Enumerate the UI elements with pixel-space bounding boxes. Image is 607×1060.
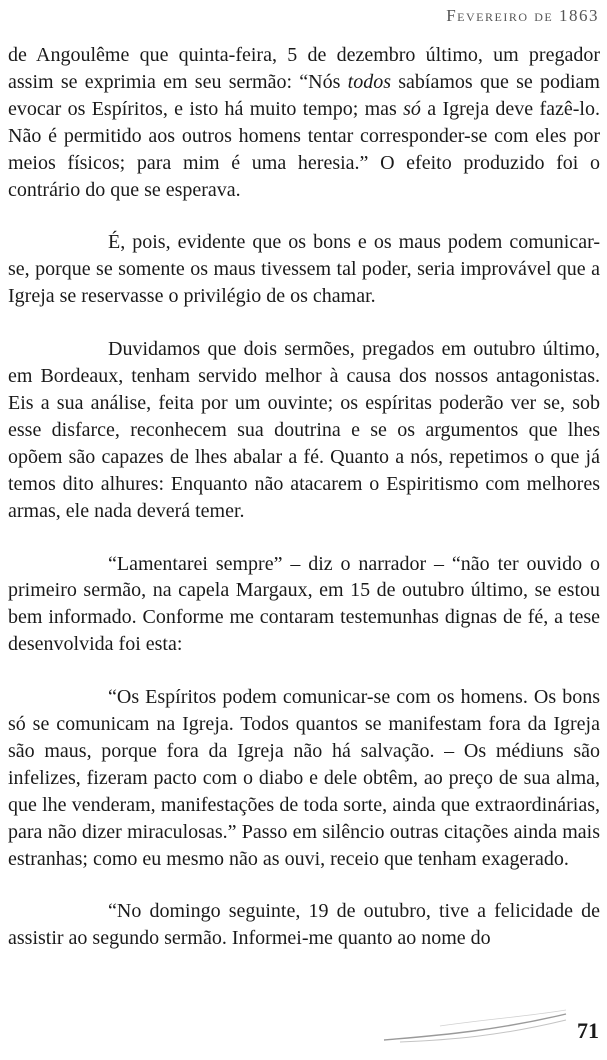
page-number: 71 (577, 1018, 599, 1043)
text-segment: sabíamos que se podiam evocar os Espíritos, e isto há muito tempo; mas (8, 70, 600, 120)
paragraph: É, pois, evidente que os bons e os maus podem comunicar-se, porque se somente os maus tivessem tal poder, seria improvável que a Igreja se reservasse o privilégio de os chamar. (8, 231, 600, 308)
paragraph: “Os Espíritos podem comunicar-se com os homens. Os bons só se comunicam na Igreja. Todos quantos se manifestam fora da Igreja são maus, porque fora da Igreja não há salvação. – Os médiuns são infelizes, fizeram pacto com o diabo e dele obtêm, ao preço de sua alma, que lhe venderam, manifestações de toda sorte, ainda que extraordinárias, para não dizer miraculosas.” Passo em silêncio outras citações ainda mais estranhas; como eu mesmo não as ouvi, receio que tenham exagerado. (8, 686, 600, 870)
text-segment: de Angoulême que quinta-feira, 5 de dezembro último, um pregador assim se exprimia em seu sermão: “Nós (8, 44, 600, 93)
paragraph: Duvidamos que dois sermões, pregados em outubro último, em Bordeaux, tenham servido melhor à causa dos nossos antagonistas. Eis a sua análise, feita por um ouvinte; os espíritas poderão ver se, sob esse disfarce, reconhecem sua doutrina e se os argumentos que lhes opõem são capazes de lhes abalar a fé. Quanto a nós, repetimos o que já temos dito alhures: Enquanto não atacarem o Espiritismo com melhores armas, ele nada deverá temer. (8, 338, 600, 522)
emphasis-so: só (403, 97, 421, 120)
text-segment: a Igreja deve fazê-lo. Não é permitido aos outros homens tentar corresponder-se com eles por meios físicos; para mim é uma heresia.” O efeito produzido foi o contrário do que se esperava. (8, 97, 600, 201)
emphasis-todos: todos (347, 70, 391, 93)
footer-swoosh-ornament (380, 1006, 570, 1046)
paragraph-continued (8, 42, 600, 203)
paragraph: “No domingo seguinte, 19 de outubro, tive a felicidade de assistir ao segundo sermão. Informei-me quanto ao nome do (8, 900, 600, 950)
paragraph: “Lamentarei sempre” – diz o narrador – “não ter ouvido o primeiro sermão, na capela Margaux, em 15 de outubro último, se estou bem informado. Conforme me contaram testemunhas dignas de fé, a tese desenvolvida foi esta: (8, 552, 600, 656)
running-header: Fevereiro de 1863 (446, 6, 599, 25)
page-body (8, 42, 600, 952)
